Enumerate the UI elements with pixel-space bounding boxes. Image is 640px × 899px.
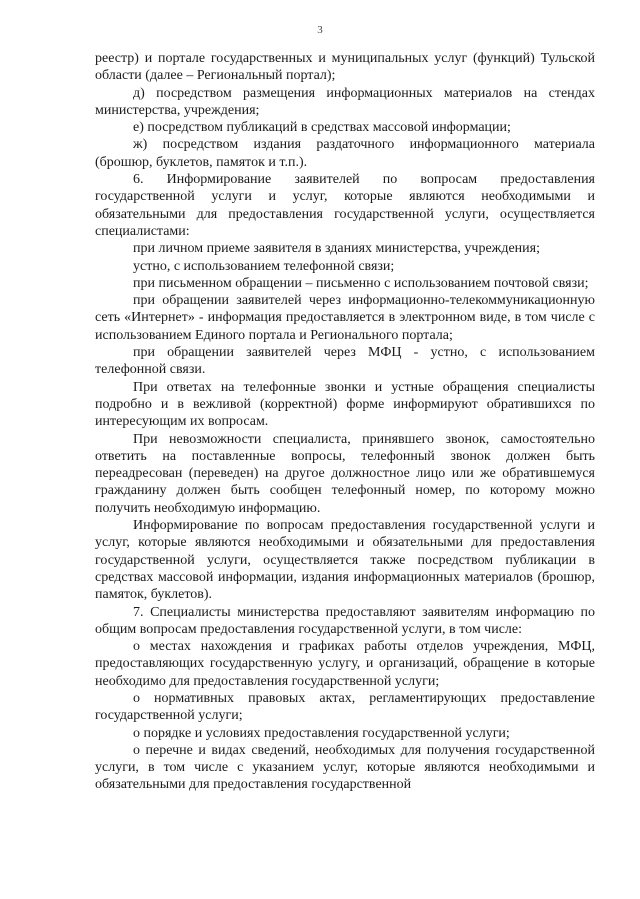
paragraph-item-d: д) посредством размещения информационных материалов на стендах министерства, учреждения; (95, 85, 595, 118)
paragraph-required-info: о перечне и видах сведений, необходимых для получения государственной услуги, в том числе с указанием услуг, которые являются необходимыми и обязательными для предоставления государственной (95, 742, 595, 793)
paragraph-item-zh: ж) посредством издания раздаточного информационного материала (брошюр, буклетов, памяток и т.п.). (95, 137, 595, 170)
paragraph-phone: устно, с использованием телефонной связи; (133, 258, 395, 274)
paragraph-procedure: о порядке и условиях предоставления государственной услуги; (133, 725, 510, 741)
paragraph-phone-answers: При ответах на телефонные звонки и устные обращения специалисты подробно и в вежливой (корректной) форме информируют обратившихся по интересующим их вопросам. (95, 379, 595, 430)
paragraph-legal-acts: о нормативных правовых актах, регламентирующих предоставление государственной услуги; (95, 690, 595, 724)
paragraph-mfc: при обращении заявителей через МФЦ - устно, с использованием телефонной связи. (95, 345, 595, 378)
paragraph-locations: о местах нахождения и графиках работы отделов учреждения, МФЦ, предоставляющих государственную услугу, и организаций, обращение в которые необходимо для предоставления государственной услуги; (95, 639, 595, 689)
paragraph-call-redirect: При невозможности специалиста, принявшего звонок, самостоятельно ответить на поставленные вопросы, телефонный звонок должен быть переадресован (переведен) на другое должностное лицо или же обратившемуся гражданину должен быть сообщен телефонный номер, по которому можно получить необходимую информацию. (95, 431, 595, 516)
paragraph-item-e: е) посредством публикаций в средствах массовой информации; (133, 120, 511, 136)
paragraph-internet: при обращении заявителей через информационно-телекоммуникационную сеть «Интернет» - информация предоставляется в электронном виде, в том числе с использованием Единого портала и Регионального портала; (95, 293, 595, 343)
paragraph-personal-visit: при личном приеме заявителя в зданиях министерства, учреждения; (133, 241, 540, 257)
paragraph-section-6: 6. Информирование заявителей по вопросам предоставления государственной услуги и услуг, которые являются необходимыми и обязательными для предоставления государственной услуги, осуществляется специалистами: (95, 172, 595, 239)
paragraph-media-info: Информирование по вопросам предоставления государственной услуги и услуг, которые являются необходимыми и обязательными для предоставления государственной услуги, осуществляется также посредством публикации в средствах массовой информации, издания информационных материалов (брошюр, памяток, буклетов). (95, 518, 595, 603)
paragraph-continuation: реестр) и портале государственных и муниципальных услуг (функций) Тульской области (далее – Региональный портал); (95, 51, 595, 84)
page-number: 3 (317, 24, 323, 36)
document-body (95, 50, 595, 794)
paragraph-section-7: 7. Специалисты министерства предоставляют заявителям информацию по общим вопросам предоставления государственной услуги, в том числе: (95, 604, 595, 637)
paragraph-written-request: при письменном обращении – письменно с использованием почтовой связи; (133, 275, 589, 291)
